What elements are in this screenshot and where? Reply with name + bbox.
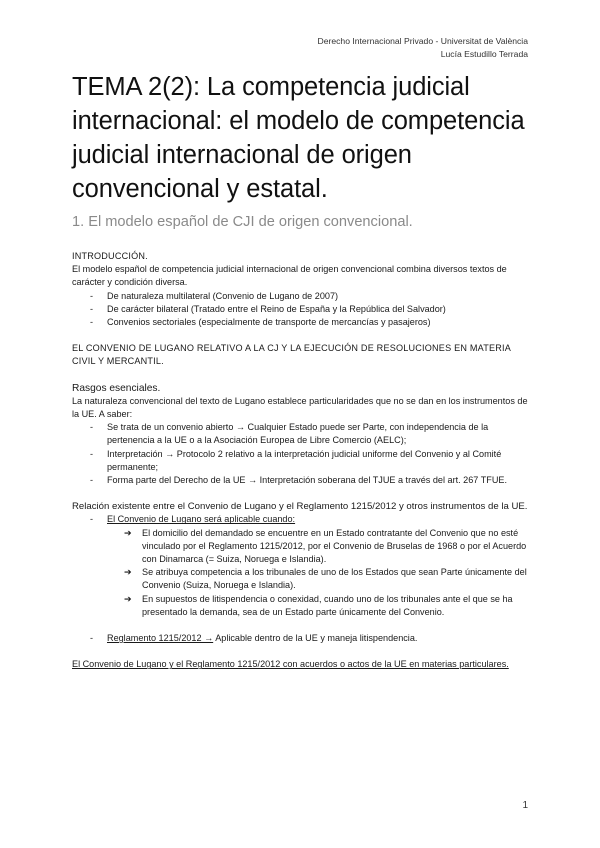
reglamento-label: Reglamento 1215/2012 → [107, 633, 214, 644]
subitem-text: El domicilio del demandado se encuentre en un Estado contratante del Convenio que no esté vinculado por el Reglamento 1215/2012, por el Convenio de Bruselas de 1968 o por el Acuerdo con Dinamarca (= Suiza, Noruega e Islandia). [142, 527, 527, 565]
page-header [318, 35, 529, 61]
lugano-heading: EL CONVENIO DE LUGANO RELATIVO A LA CJ Y LA EJECUCIÓN DE RESOLUCIONES EN MATERIA CIVIL Y MERCANTIL. [72, 343, 511, 367]
intro-heading: INTRODUCCIÓN. [72, 251, 148, 261]
document-body [72, 250, 534, 671]
lugano-aplicable-label: El Convenio de Lugano será aplicable cuando: [107, 514, 296, 525]
list-item [72, 632, 534, 645]
list-item: - Convenios sectoriales (especialmente de transporte de mercancías y pasajeros) [72, 316, 534, 329]
list-item: - De naturaleza multilateral (Convenio de Lugano de 2007) [72, 290, 534, 303]
list-item [124, 527, 534, 567]
list-item [124, 593, 534, 619]
list-item: - De carácter bilateral (Tratado entre el Reino de España y la República del Salvador) [72, 303, 534, 316]
rasgos-list [72, 421, 534, 487]
header-course: Derecho Internacional Privado - Universitat de València [317, 36, 528, 46]
arrow-icon: ➔ [124, 567, 132, 578]
rasgos-text: La naturaleza convencional del texto de Lugano establece particularidades que no se dan en los instrumentos de la UE. A saber: [72, 395, 528, 420]
intro-list [72, 290, 534, 330]
list-item: - Interpretación → Protocolo 2 relativo a la interpretación judicial uniforme del Convenio y al Comité permanente; [72, 448, 534, 474]
header-author: Lucía Estudillo Terrada [440, 49, 528, 59]
acuerdos-heading: El Convenio de Lugano y el Reglamento 1215/2012 con acuerdos o actos de la UE en materias particulares. [72, 659, 509, 670]
document-title: TEMA 2(2): La competencia judicial internacional: el modelo de competencia judicial internacional de origen convencional y estatal. [72, 73, 525, 203]
reglamento-text: Aplicable dentro de la UE y maneja litispendencia. [213, 633, 418, 644]
section-subtitle: 1. El modelo español de CJI de origen convencional. [72, 214, 413, 230]
subitem-text: Se atribuya competencia a los tribunales de uno de los Estados que sean Parte únicamente del Convenio (Suiza, Noruega e Islandia). [142, 567, 527, 591]
arrow-icon: ➔ [124, 527, 132, 538]
page-number: 1 [522, 800, 528, 811]
relacion-list [72, 513, 534, 526]
list-item: - Forma parte del Derecho de la UE → Interpretación soberana del TJUE a través del art. 267 TFUE. [72, 474, 534, 487]
list-item [124, 566, 534, 592]
rasgos-heading: Rasgos esenciales. [72, 382, 161, 394]
list-item: - Se trata de un convenio abierto → Cualquier Estado puede ser Parte, con independencia de la pertenencia a la UE o a la Asociación Europea de Libre Comercio (AELC); [72, 421, 534, 447]
reglamento-list [72, 632, 534, 645]
intro-text: El modelo español de competencia judicial internacional de origen convencional combina diversos textos de carácter y condición diversa. [72, 264, 507, 288]
subitem-text: En supuestos de litispendencia o conexidad, cuando uno de los tribunales ante el que se ha presentado la demanda, sea de un Estado parte únicamente del Convenio. [142, 593, 513, 617]
relacion-text: Relación existente entre el Convenio de Lugano y el Reglamento 1215/2012 y otros instrumentos de la UE. [72, 501, 528, 513]
list-item [72, 513, 534, 526]
relacion-sublist [72, 527, 534, 619]
arrow-icon: ➔ [124, 593, 132, 604]
